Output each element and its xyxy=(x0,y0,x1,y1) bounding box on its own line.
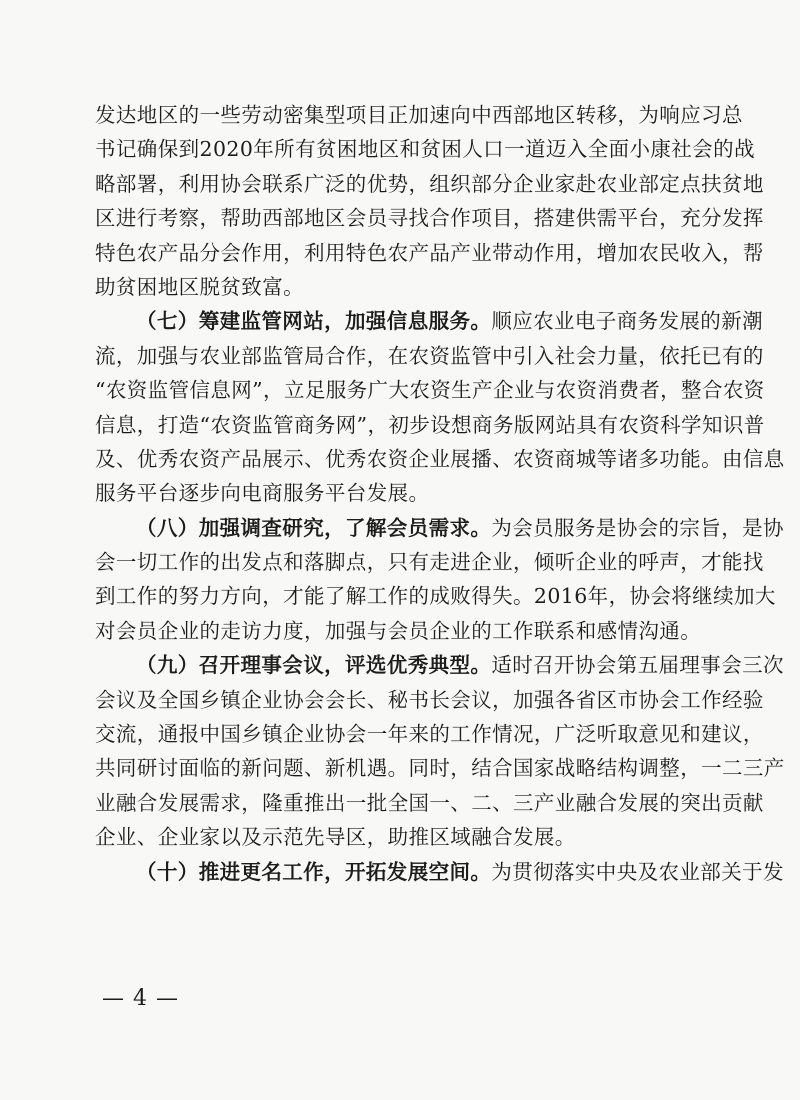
page-number: — 4 — xyxy=(102,986,179,1011)
text-line: 流，加强与农业部监管局合作，在农资监管中引入社会力量，依托已有的 xyxy=(95,343,764,368)
section-heading-10: （十）推进更名工作，开拓发展空间。 xyxy=(136,859,492,884)
text-line: 服务平台逐步向电商服务平台发展。 xyxy=(95,481,430,506)
section-heading-8: （八）加强调查研究，了解会员需求。 xyxy=(136,515,492,540)
text-run: 顺应农业电子商务发展的新潮 xyxy=(491,309,764,334)
paragraph-first-line xyxy=(95,648,784,682)
text-line: 发达地区的一些劳动密集型项目正加速向中西部地区转移，为响应习总 xyxy=(95,103,743,127)
text-line: 略部署，利用协会联系广泛的优势，组织部分企业家赴农业部定点扶贫地 xyxy=(95,171,764,196)
document-body xyxy=(95,98,785,889)
text-line: 业融合发展需求，隆重推出一批全国一、二、三产业融合发展的突出贡献 xyxy=(95,790,764,815)
section-heading-9: （九）召开理事会议，评选优秀典型。 xyxy=(136,653,492,678)
text-run: 为会员服务是协会的宗旨，是协 xyxy=(491,515,784,540)
text-line: 及、优秀农资产品展示、优秀农资企业展播、农资商城等诸多功能。由信息 xyxy=(95,446,785,471)
text-line: “农资监管信息网”，立足服务广大农资生产企业与农资消费者，整合农资 xyxy=(95,378,765,403)
text-line: 对会员企业的走访力度，加强与会员企业的工作联系和感情沟通。 xyxy=(95,618,702,643)
text-line: 信息，打造“农资监管商务网”，初步设想商务版网站具有农资科学知识普 xyxy=(95,412,765,437)
text-line: 区进行考察，帮助西部地区会员寻找合作项目，搭建供需平台，充分发挥 xyxy=(95,206,764,231)
text-run: 为贯彻落实中央及农业部关于发 xyxy=(491,859,784,884)
text-line: 共同研讨面临的新问题、新机遇。同时，结合国家战略结构调整，一二三产 xyxy=(95,756,785,781)
text-line: 企业、企业家以及示范先导区，助推区域融合发展。 xyxy=(95,825,576,850)
paragraph-first-line xyxy=(95,855,784,889)
text-line: 到工作的努力方向，才能了解工作的成败得失。2016年，协会将继续加大 xyxy=(95,584,776,609)
text-line: 书记确保到2020年所有贫困地区和贫困人口一道迈入全面小康社会的战 xyxy=(95,137,755,162)
text-line: 会一切工作的出发点和落脚点，只有走进企业，倾听企业的呼声，才能找 xyxy=(95,550,764,575)
text-run: 适时召开协会第五届理事会三次 xyxy=(491,653,784,678)
text-line: 会议及全国乡镇企业协会会长、秘书长会议，加强各省区市协会工作经验 xyxy=(95,687,764,712)
paragraph-first-line xyxy=(95,511,784,545)
section-heading-7: （七）筹建监管网站，加强信息服务。 xyxy=(136,309,492,334)
text-line: 特色农产品分会作用，利用特色农产品产业带动作用，增加农民收入，帮 xyxy=(95,240,764,265)
text-line: 交流，通报中国乡镇企业协会一年来的工作情况，广泛听取意见和建议， xyxy=(95,722,764,747)
paragraph-first-line xyxy=(95,304,764,338)
text-line: 助贫困地区脱贫致富。 xyxy=(95,274,304,299)
